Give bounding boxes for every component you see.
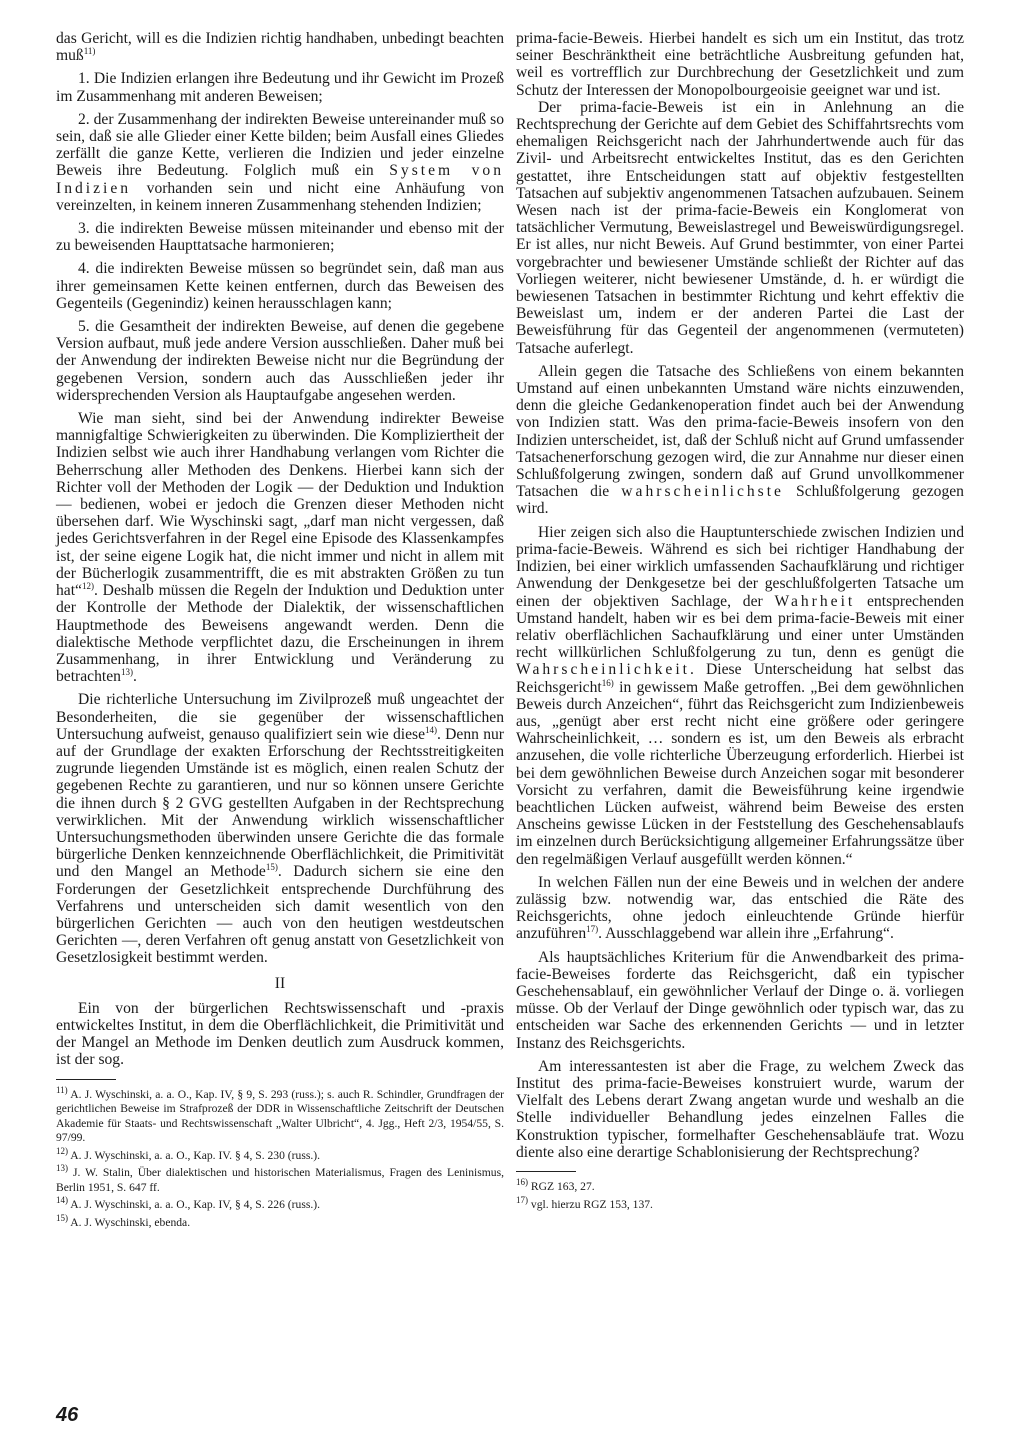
list-item: 1. Die Indizien erlangen ihre Bedeutung und ihr Gewicht im Prozeß im Zusammenhang mit anderen Beweisen;	[56, 70, 504, 105]
footnote: $^{11)}$ A. J. Wyschinski, a. a. O., Kap. IV, § 9, S. 293 (russ.); s. auch R. Schindler, Grundfragen der gerichtlichen Beweise im Strafprozeß der DDR in Wissenschaftliche Zeitschrift der Deutschen Akademie für Staats- und Rechtswissenschaft „Walter Ulbricht“, 4. Jgg., Heft 2/3, 1954/55, S. 97/99.	[56, 1084, 505, 1145]
section-heading: II	[274, 974, 286, 992]
paragraph: Wie man sieht, sind bei der Anwendung indirekter Beweise mannigfaltige Schwierigkeiten zu überwinden. Die Kompliziertheit der Indizien selbst wie auch ihrer Handhabung verlangen vom Richter die Beherrschung aller Methoden des Denkens. Hierbei kann sich der Richter voll der Methoden der Logik — der Deduktion und Induktion — bedienen, wobei er jedoch die Grenzen dieser Methoden nicht übersehen darf. Wie Wyschinski sagt, „darf man nicht vergessen, daß jedes Gerichtsverfahren in der Regel eine Episode des Klassenkampfes ist, der seine eigene Logik hat, die nicht immer und nicht in allem mit der Bücherlogik zusammentrifft, die es mit abstrakten Größen zu tun hat“$^{12)}$. Deshalb müssen die Regeln der Induktion und Deduktion unter der Kontrolle der Methode der Dialektik, der wissenschaftlichen Hauptmethode des Beweisens angewandt werden. Denn die dialektische Methode verpflichtet dazu, die Erscheinungen in ihrem Zusammenhang, in ihrer Entwicklung und Veränderung zu betrachten$^{13)}$.	[56, 410, 504, 686]
list-item: 5. die Gesamtheit der indirekten Beweise, auf denen die gegebene Version aufbaut, muß jede andere Version ausschließen. Daher muß bei der Anwendung der indirekten Beweise nicht nur die Begründung der gegebenen Version, sondern auch das Ausschließen jeder ihr widersprechenden Version als Hauptaufgabe angesehen werden.	[56, 318, 504, 404]
footnote: $^{15)}$ A. J. Wyschinski, ebenda.	[56, 1212, 191, 1229]
list-item: 3. die indirekten Beweise müssen miteinander und ebenso mit der zu beweisenden Haupttatsache harmonieren;	[56, 220, 504, 255]
right-column	[516, 30, 964, 1215]
paragraph: Am interessantesten ist aber die Frage, zu welchem Zweck das Institut des prima-facie-Beweises konstruiert wurde, warum der Vielfalt des Lebens derart Zwang angetan wurde und weshalb an die Stelle individueller Behandlung jedes einzelnen Falles die Konstruktion typischer, formelhafter Geschehensabläufe trat. Wozu diente also eine derartige Schablonisierung der Rechtsprechung?	[516, 1057, 964, 1161]
page-number: 46	[56, 1404, 79, 1426]
paragraph: In welchen Fällen nun der eine Beweis und in welchen der andere zulässig bzw. notwendig war, das entschied die Räte des Reichsgerichts, ohne jedoch einleuchtende Gründe hierfür anzuführen$^{17)}$. Ausschlaggebend war allein ihre „Erfahrung“.	[516, 873, 964, 943]
paragraph: das Gericht, will es die Indizien richtig handhaben, unbedingt beachten muß$^{11)}$	[56, 30, 504, 65]
paragraph: Der prima-facie-Beweis ist ein in Anlehnung an die Rechtsprechung der Gerichte auf dem Gebiet des Schiffahrtsrechts vom ehemaligen Reichsgericht nach der Jahrhundertwende auch für das Zivil- und Arbeitsrecht entwickeltes Institut, das es den Gerichten gestattet, ihre Entscheidungen statt auf objektiv festgestellten Tatsachen auf subjektiv angenommenen Tatsachen aufzubauen. Seinem Wesen nach ist der prima-facie-Beweis ein Konglomerat von tatsächlicher Vermutung, Beweislastregel und Beweiswürdigungsregel. Er ist alles, nur nicht Beweis. Auf Grund bestimmter, von einer Partei vorgebrachter und bewiesener Umstände schließt der Richter auf das Vorliegen weiterer, nicht bewiesener Umstände, d. h. er würdigt die bewiesenen Tatsachen in bestimmter Richtung und kehrt effektiv die Beweislast um, indem er der anderen Partei die Last der Beweisführung für das Gegenteil der angenommenen (vermuteten) Tatsache auferlegt.	[516, 98, 964, 357]
footnote: $^{17)}$ vgl. hierzu RGZ 153, 137.	[516, 1194, 653, 1211]
paragraph: Ein von der bürgerlichen Rechtswissenschaft und -praxis entwickeltes Institut, in dem die Oberflächlichkeit, die Primitivität und der Mangel an Methode im Denken deutlich zum Ausdruck kommen, ist der sog.	[56, 999, 504, 1069]
list-item: 2. der Zusammenhang der indirekten Beweise untereinander muß so sein, daß sie alle Glieder einer Kette bilden; beim Ausfall eines Gliedes zerfällt die ganze Kette, verlieren die Indizien und jeder einzelne Beweis ihre Bedeutung. Folglich muß ein System von Indizien vorhanden sein und nicht eine Anhäufung von vereinzelten, in keinem inneren Zusammenhang stehenden Indizien;	[56, 110, 505, 214]
paragraph: Die richterliche Untersuchung im Zivilprozeß muß ungeachtet der Besonderheiten, die sie gegenüber der wissenschaftlichen Untersuchung aufweist, genauso qualifiziert sein wie diese$^{14)}$. Denn nur auf der Grundlage der exakten Erforschung der Rechtsstreitigkeiten zugrunde liegenden Umstände ist es möglich, einen realen Schutz der gegebenen Rechte zu garantieren, und nur so können unsere Gerichte die ihnen durch § 2 GVG gestellten Aufgaben in der Rechtsprechung verwirklichen. Mit der Anwendung wirklich wissenschaftlicher Untersuchungsmethoden überwinden unsere Gerichte die das formale bürgerliche Denken kennzeichnende Oberflächlichkeit, die Primitivität und den Mangel an Methode$^{15)}$. Dadurch sichern sie eine den Forderungen der Gesetzlichkeit entsprechende Durchführung des Verfahrens und unterscheiden sich damit wesentlich von den bürgerlichen Gerichten — auch von den heutigen westdeutschen Gerichten —, deren Verfahren oft genug anstatt von Gesetzlichkeit von Gesetzlosigkeit bestimmt werden.	[56, 691, 504, 967]
footnote: $^{14)}$ A. J. Wyschinski, a. a. O., Kap. IV, § 4, S. 226 (russ.).	[56, 1195, 320, 1212]
list-item: 4. die indirekten Beweise müssen so begründet sein, daß man aus ihrer gemeinsamen Kette keinen entfernen, durch das Beweisen des Gegenteils (Gegenindiz) keinen herausschlagen kann;	[56, 260, 504, 312]
paragraph: Als hauptsächliches Kriterium für die Anwendbarkeit des prima-facie-Beweises forderte das Reichsgericht, daß ein typischer Geschehensablauf, ein gewöhnlicher Verlauf der Dinge o. ä. vorliegen müsse. Ob der Verlauf der Dinge gewöhnlich oder typisch war, das zu entscheiden war Sache des erkennenden Gerichts — und in letzter Instanz des Reichsgerichts.	[516, 948, 964, 1052]
footnote: $^{12)}$ A. J. Wyschinski, a. a. O., Kap. IV. § 4, S. 230 (russ.).	[56, 1145, 320, 1162]
footnotes	[56, 1084, 505, 1231]
paragraph: prima-facie-Beweis. Hierbei handelt es sich um ein Institut, das trotz seiner Beschränktheit eine beträchtliche Ausbreitung gefunden hat, weil es vortrefflich zur Durchbrechung der Gesetzlichkeit und zum Schutz der Interessen der Monopolbourgeoisie geeignet war und ist.	[516, 30, 964, 99]
footnote-divider	[56, 1079, 116, 1080]
left-column	[56, 30, 504, 1233]
footnotes	[516, 1177, 964, 1212]
footnote: $^{13)}$ J. W. Stalin, Über dialektischen und historischen Materialismus, Fragen des Leninismus, Berlin 1951, S. 647 ff.	[56, 1163, 504, 1194]
paragraph: Allein gegen die Tatsache des Schließens von einem bekannten Umstand auf einen unbekannten Umstand wäre nichts einzuwenden, denn die gleiche Gedankenoperation findet auch bei der Anwendung von Indizien statt. Was den prima-facie-Beweis insofern von den Indizien unterscheidet, ist, daß der Schluß nicht auf Grund umfassender Tatsachenerforschung gezogen wird, die zur Annahme nur dieser einen Schlußfolgerung zwingen, sondern daß auf Grund unvollkommener Tatsachen die wahrscheinlichste Schlußfolgerung gezogen wird.	[516, 362, 964, 518]
footnote-divider	[516, 1171, 576, 1172]
paragraph: Hier zeigen sich also die Hauptunterschiede zwischen Indizien und prima-facie-Beweis. Während es sich bei richtiger Handhabung der Indizien, bei einer wirklich umfassenden Sachaufklärung und richtiger Anwendung der Denkgesetze bei der geschlußfolgerten Tatsache um einen der objektiven Sachlage, der Wahrheit entsprechenden Umstand handelt, haben wir es bei dem prima-facie-Beweis mit einer relativ oberflächlichen Sachaufklärung und einer unter Umständen recht willkürlichen Schlußfolgerung zu tun, denn es genügt die Wahrscheinlichkeit. Diese Unterscheidung hat selbst das Reichsgericht$^{16)}$ in gewissem Maße getroffen. „Bei dem gewöhnlichen Beweis durch Anzeichen“, führt das Reichsgericht zum Indizienbeweis aus, „genügt aber erst recht nicht eine größere oder geringere Wahrscheinlichkeit, … sondern es ist, um den Beweis als erbracht anzusehen, die volle richterliche Überzeugung erforderlich. Hierbei ist bei dem gewöhnlichen Beweise durch Anzeichen sogar mit besonderer Vorsicht zu verfahren, damit die Beweisführung keine irgendwie beachtlichen Lücken aufweist, während beim Beweise des ersten Anscheins gewisse Lücken in der Feststellung des Geschehensablaufs im einzelnen durch Berücksichtigung allgemeiner Erfahrungssätze über den regelmäßigen Verlauf ausgefüllt werden können.“	[516, 523, 964, 868]
footnote: $^{16)}$ RGZ 163, 27.	[516, 1177, 595, 1193]
